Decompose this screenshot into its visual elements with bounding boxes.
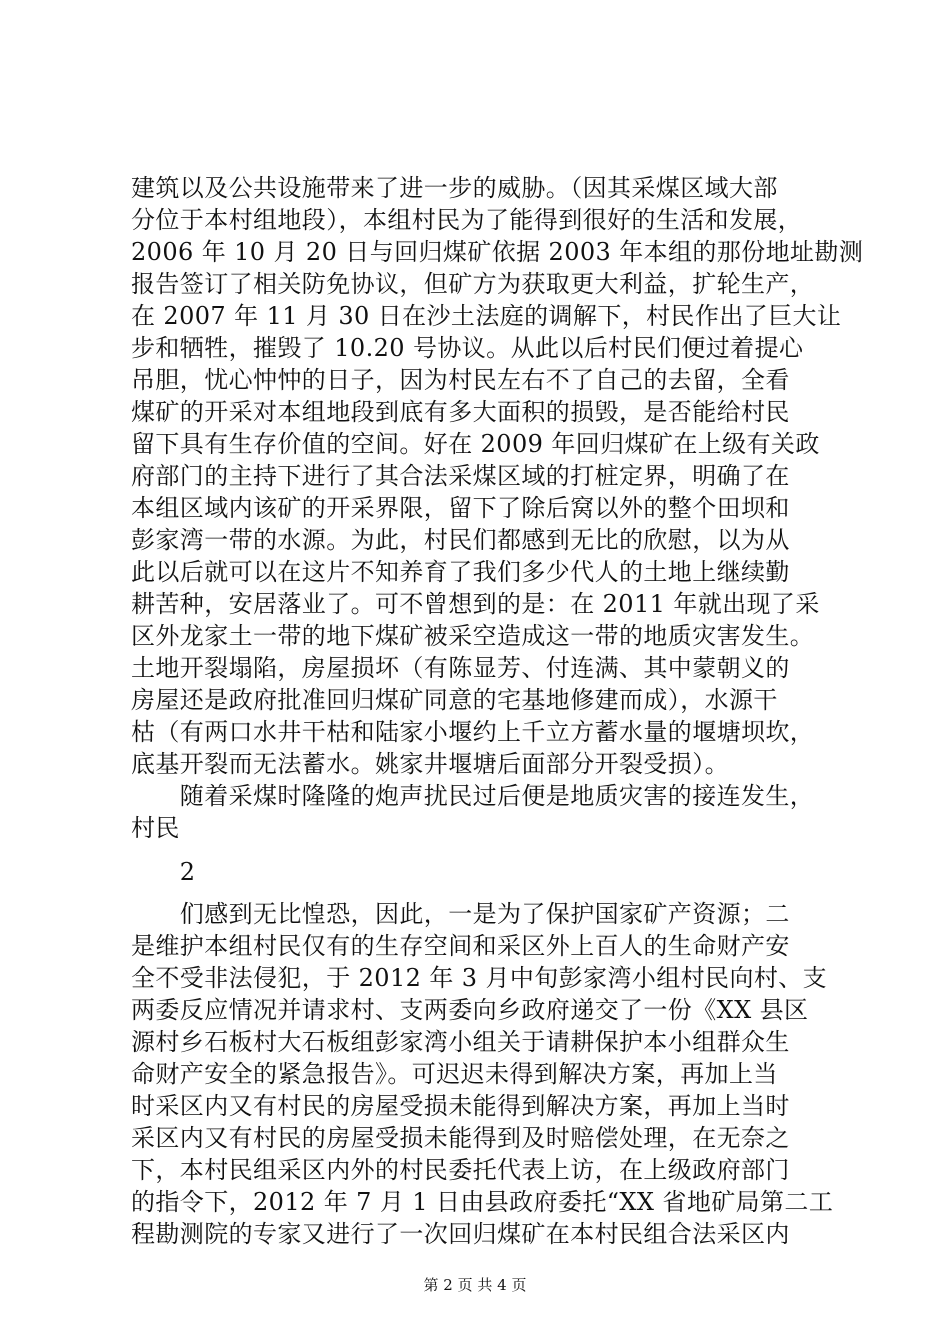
text-line: 吊胆，忧心忡忡的日子，因为村民左右不了自己的去留，全看: [131, 366, 790, 394]
text-line: 2: [131, 858, 196, 886]
text-line: 程勘测院的专家又进行了一次回归煤矿在本村民组合法采区内: [131, 1220, 790, 1248]
text-line: 本组区域内该矿的开采界限，留下了除后窝以外的整个田坝和: [131, 494, 790, 522]
text-line: 步和牺牲，摧毁了 10.20 号协议。从此以后村民们便过着提心: [131, 334, 804, 362]
text-line: 时采区内又有村民的房屋受损未能得到解决方案，再加上当时: [131, 1092, 790, 1120]
text-line: 命财产安全的紧急报告》。可迟迟未得到解决方案，再加上当: [131, 1060, 778, 1088]
text-line: 两委反应情况并请求村、支两委向乡政府递交了一份《XX 县区: [131, 996, 809, 1024]
text-line: 耕苦种，安居落业了。可不曾想到的是：在 2011 年就出现了采: [131, 590, 820, 618]
text-line: 煤矿的开采对本组地段到底有多大面积的损毁，是否能给村民: [131, 398, 790, 426]
text-line: 的指令下，2012 年 7 月 1 日由县政府委托“XX 省地矿局第二工: [131, 1188, 834, 1216]
text-line: 建筑以及公共设施带来了进一步的威胁。（因其采煤区域大部: [131, 174, 778, 202]
text-line: 房屋还是政府批准回归煤矿同意的宅基地修建而成），水源干: [131, 686, 778, 714]
text-line: 在 2007 年 11 月 30 日在沙土法庭的调解下，村民作出了巨大让: [131, 302, 842, 330]
text-line: 随着采煤时隆隆的炮声扰民过后便是地质灾害的接连发生，: [131, 782, 815, 810]
text-line: 此以后就可以在这片不知养育了我们多少代人的土地上继续勤: [131, 558, 790, 586]
text-line: 留下具有生存价值的空间。好在 2009 年回归煤矿在上级有关政: [131, 430, 820, 458]
text-line: 枯（有两口水井干枯和陆家小堰约上千立方蓄水量的堰塘坝坎，: [131, 718, 815, 746]
text-line: 土地开裂塌陷，房屋损坏（有陈显芳、付连满、其中蒙朝义的: [131, 654, 790, 682]
text-line: 村民: [131, 814, 180, 842]
text-line: 府部门的主持下进行了其合法采煤区域的打桩定界，明确了在: [131, 462, 790, 490]
text-line: 彭家湾一带的水源。为此，村民们都感到无比的欣慰，以为从: [131, 526, 790, 554]
text-line: 们感到无比惶恐，因此，一是为了保护国家矿产资源；二: [131, 900, 790, 928]
text-line: 下，本村民组采区内外的村民委托代表上访，在上级政府部门: [131, 1156, 790, 1184]
text-line: 是维护本组村民仅有的生存空间和采区外上百人的生命财产安: [131, 932, 790, 960]
text-line: 源村乡石板村大石板组彭家湾小组关于请耕保护本小组群众生: [131, 1028, 790, 1056]
text-line: 底基开裂而无法蓄水。姚家井堰塘后面部分开裂受损）。: [131, 750, 729, 778]
text-line: 报告签订了相关防免协议，但矿方为获取更大利益，扩轮生产，: [131, 270, 815, 298]
text-line: 2006 年 10 月 20 日与回归煤矿依据 2003 年本组的那份地址勘测: [131, 238, 864, 266]
page-footer: 第 2 页 共 4 页: [423, 1276, 527, 1294]
text-line: 采区内又有村民的房屋受损未能得到及时赔偿处理，在无奈之: [131, 1124, 790, 1152]
text-line: 全不受非法侵犯，于 2012 年 3 月中旬彭家湾小组村民向村、支: [131, 964, 828, 992]
text-line: 区外龙家土一带的地下煤矿被采空造成这一带的地质灾害发生。: [131, 622, 815, 650]
text-line: 分位于本村组地段），本组村民为了能得到很好的生活和发展，: [131, 206, 803, 234]
